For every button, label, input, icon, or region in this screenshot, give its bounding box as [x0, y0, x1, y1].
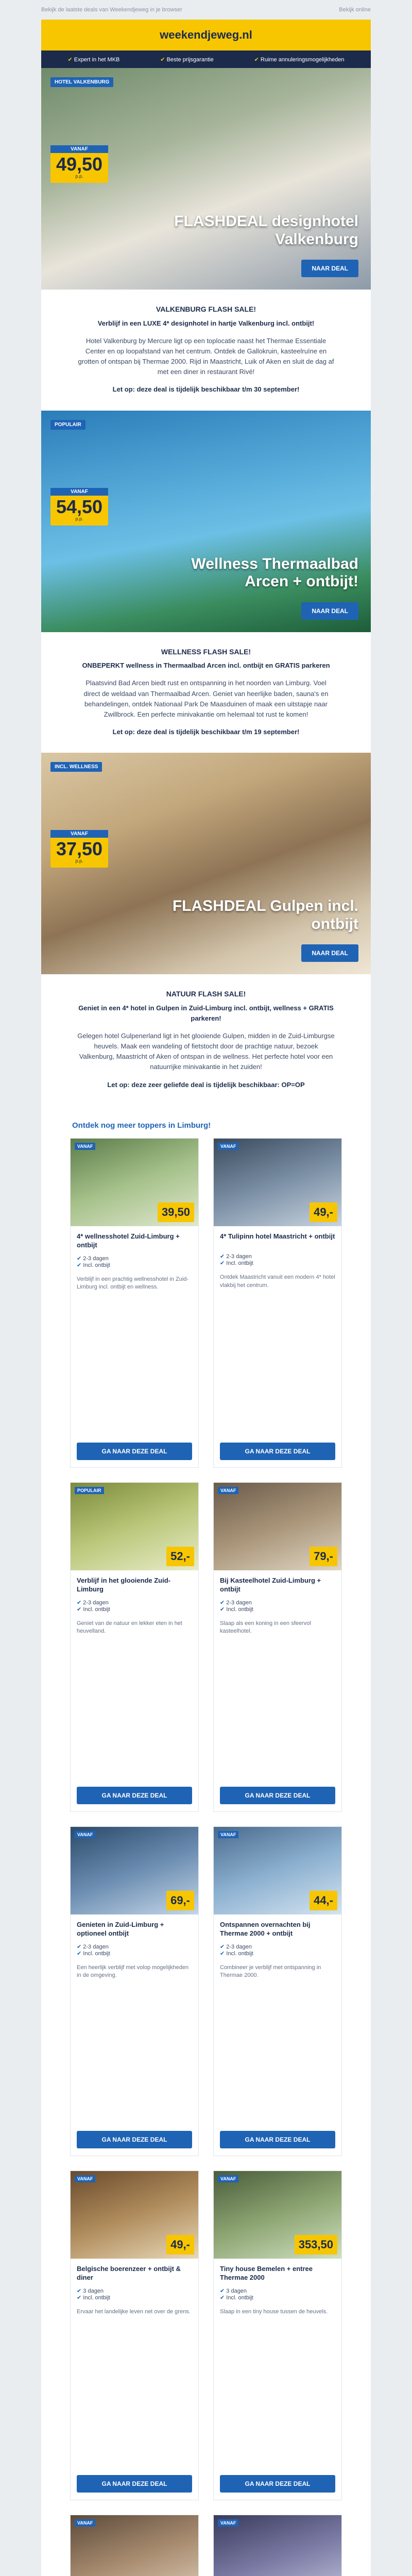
deal-card[interactable]	[70, 2515, 199, 2576]
preheader	[0, 0, 412, 20]
deal-tag: VANAF	[218, 1831, 238, 1838]
deal-meta	[71, 1941, 198, 1959]
hero-title: Wellness Thermaalbad Arcen + ontbijt!	[191, 555, 358, 590]
deal-title[interactable]: 4* Tulipinn hotel Maastricht + ontbijt	[220, 1232, 335, 1240]
deal-body: Gelegen hotel Gulpenerland ligt in het glooiende Gulpen, midden in de Zuid-Limburgse heuvels. Maak een wandeling of fietstocht door de prachtige natuur, bezoek Valkenburg, Maastricht of Aken of ontspan in de wellness. Het perfecte hotel voor een natuurrijke minivakantie in het zuiden!	[77, 1032, 335, 1071]
deal-description: Ontdek Maastricht vanuit een modern 4* hotel vlakbij het centrum.	[220, 1274, 335, 1289]
usp-item: ✔ Beste prijsgarantie	[160, 56, 213, 63]
hero-price	[50, 830, 108, 868]
deal-tag: VANAF	[75, 1143, 95, 1150]
deal-card[interactable]	[213, 1482, 342, 1812]
deal-meta	[214, 2285, 341, 2303]
deal-grid	[41, 1138, 371, 2576]
deal-card[interactable]	[213, 1138, 342, 1468]
hero-deal-arcen[interactable]	[41, 411, 371, 632]
deal-meta	[71, 1253, 198, 1270]
hero-deal-valkenburg[interactable]	[41, 68, 371, 290]
header-bar	[41, 20, 371, 50]
deal-nights: ✔ 2-3 dagen	[220, 1253, 335, 1260]
price-per: p.p.	[75, 516, 83, 521]
deal-board: ✔ Incl. ontbijt	[77, 1950, 192, 1957]
deal-card[interactable]	[213, 2171, 342, 2500]
deal-card[interactable]	[70, 1138, 199, 1468]
hero-deal-button[interactable]: NAAR DEAL	[301, 944, 358, 962]
usp-item: ✔ Ruime annuleringsmogelijkheden	[254, 56, 345, 63]
hero-description	[41, 632, 371, 753]
deal-cta: Let op: deze zeer geliefde deal is tijdelijk beschikbaar: OP=OP	[107, 1080, 305, 1089]
hero-description	[41, 974, 371, 1106]
hero-badge: POPULAIR	[50, 420, 85, 430]
deal-board: ✔ Incl. ontbijt	[220, 1606, 335, 1613]
deal-image	[71, 1139, 198, 1226]
preheader-text: Bekijk de laatste deals van Weekendjeweg in je browser	[41, 7, 182, 13]
deal-button[interactable]: GA NAAR DEZE DEAL	[77, 1787, 192, 1804]
deal-board: ✔ Incl. ontbijt	[220, 1260, 335, 1266]
deal-cta: Let op: deze deal is tijdelijk beschikbaar t/m 30 september!	[112, 385, 300, 394]
deal-meta	[71, 2285, 198, 2303]
deal-image	[71, 2171, 198, 2259]
price-per: p.p.	[75, 858, 83, 864]
deal-card[interactable]	[213, 1826, 342, 2156]
deal-tag: VANAF	[75, 2175, 95, 2182]
deal-image	[214, 1827, 341, 1914]
deal-button[interactable]: GA NAAR DEZE DEAL	[220, 1443, 335, 1460]
deal-image	[71, 1483, 198, 1570]
deal-description: Een heerlijk verblijf met volop mogelijkheden in de omgeving.	[77, 1964, 189, 1979]
hero-deal-gulpen[interactable]	[41, 753, 371, 974]
deal-price: 79,-	[310, 1547, 337, 1566]
deal-image	[214, 1483, 341, 1570]
deal-board: ✔ Incl. ontbijt	[77, 1262, 192, 1268]
deal-heading: VALKENBURG FLASH SALE!	[156, 305, 256, 313]
deal-button[interactable]: GA NAAR DEZE DEAL	[220, 2131, 335, 2148]
deal-description: Slaap in een tiny house tussen de heuvels.	[220, 2308, 328, 2315]
deal-board: ✔ Incl. ontbijt	[220, 2294, 335, 2301]
deal-description: Slaap als een koning in een sfeervol kasteelhotel.	[220, 1620, 311, 1635]
deal-nights: ✔ 3 dagen	[220, 2287, 335, 2294]
hero-badge: INCL. WELLNESS	[50, 762, 102, 772]
deal-price: 49,-	[166, 2235, 194, 2255]
hero-price	[50, 145, 108, 183]
deal-tag: VANAF	[75, 1831, 95, 1838]
deal-price: 49,-	[310, 1202, 337, 1222]
deal-lead: Verblijf in een LUXE 4* designhotel in hartje Valkenburg incl. ontbijt!	[97, 319, 315, 327]
price-amount: 54,50	[56, 496, 103, 517]
view-online-link[interactable]: Bekijk online	[339, 7, 371, 13]
deal-board: ✔ Incl. ontbijt	[77, 2294, 192, 2301]
deal-price: 44,-	[310, 1891, 337, 1910]
deal-price: 353,50	[295, 2235, 337, 2255]
deal-price: 52,-	[166, 1547, 194, 1566]
deal-title[interactable]: 4* wellnesshotel Zuid-Limburg + ontbijt	[77, 1232, 180, 1249]
hero-title: FLASHDEAL Gulpen incl. ontbijt	[172, 897, 358, 933]
deal-description: Geniet van de natuur en lekker eten in het heuvelland.	[77, 1620, 182, 1635]
deal-nights: ✔ 2-3 dagen	[77, 1255, 192, 1262]
deal-meta	[214, 1597, 341, 1615]
deal-tag: VANAF	[218, 2175, 238, 2182]
deal-lead: Geniet in een 4* hotel in Gulpen in Zuid-Limburg incl. ontbijt, wellness + GRATIS parkeren!	[78, 1004, 334, 1022]
price-amount: 49,50	[56, 154, 103, 175]
deal-body: Hotel Valkenburg by Mercure ligt op een toplocatie naast het Thermae Essentiale Center en op loopafstand van het centrum. Ontdek de Gallokruin, kasteelruïne en grotten of ontspan bij Thermae 2000. Rijd in Maastricht, Luik of Aken en sluit de dag af met een diner in restaurant Rivé!	[78, 336, 334, 376]
deal-card[interactable]	[213, 2515, 342, 2576]
deal-title[interactable]: Ontspannen overnachten bij Thermae 2000 + ontbijt	[220, 1920, 311, 1937]
section-title: Ontdek nog meer toppers in Limburg!	[72, 1121, 211, 1130]
deal-heading: NATUUR FLASH SALE!	[166, 990, 246, 998]
deal-description: Combineer je verblijf met ontspanning in Thermae 2000.	[220, 1964, 321, 1979]
deal-nights: ✔ 2-3 dagen	[77, 1599, 192, 1606]
deal-tag: POPULAIR	[75, 1487, 104, 1494]
deal-tag: VANAF	[218, 1487, 238, 1494]
deal-nights: ✔ 2-3 dagen	[220, 1943, 335, 1950]
deal-button[interactable]: GA NAAR DEZE DEAL	[220, 1787, 335, 1804]
hero-deal-button[interactable]: NAAR DEAL	[301, 602, 358, 620]
deal-button[interactable]: GA NAAR DEZE DEAL	[77, 2131, 192, 2148]
deal-card[interactable]	[70, 2171, 199, 2500]
deal-price: 39,50	[158, 1202, 194, 1222]
deal-nights: ✔ 3 dagen	[77, 2287, 192, 2294]
deal-meta	[214, 1941, 341, 1959]
deal-heading: WELLNESS FLASH SALE!	[161, 647, 251, 656]
deal-button[interactable]: GA NAAR DEZE DEAL	[77, 1443, 192, 1460]
deal-title[interactable]: Genieten in Zuid-Limburg + optioneel ontbijt	[77, 1920, 164, 1937]
deal-board: ✔ Incl. ontbijt	[220, 1950, 335, 1957]
usp-bar	[41, 50, 371, 68]
deal-image	[214, 2515, 341, 2576]
deal-description: Verblijf in een prachtig wellnesshotel in Zuid-Limburg incl. ontbijt en wellness.	[77, 1276, 189, 1291]
deal-tag: VANAF	[218, 1143, 238, 1150]
deal-title[interactable]: Verblijf in het glooiende Zuid-Limburg	[77, 1576, 170, 1593]
deal-lead: ONBEPERKT wellness in Thermaalbad Arcen incl. ontbijt en GRATIS parkeren	[82, 662, 330, 670]
deal-meta	[214, 1251, 341, 1268]
deal-meta	[71, 1597, 198, 1615]
deal-image	[71, 1827, 198, 1914]
hero-badge: HOTEL VALKENBURG	[50, 77, 113, 87]
deal-description: Ervaar het landelijke leven net over de grens.	[77, 2308, 191, 2315]
price-amount: 37,50	[56, 838, 103, 860]
deal-card[interactable]	[70, 1482, 199, 1812]
usp-item: ✔ Expert in het MKB	[67, 56, 119, 63]
logo[interactable]: weekendjeweg.nl	[160, 28, 252, 41]
price-label: VANAF	[50, 488, 108, 496]
deal-image	[214, 1139, 341, 1226]
deal-tag: VANAF	[75, 2519, 95, 2527]
hero-price	[50, 488, 108, 526]
deal-price: 69,-	[166, 1891, 194, 1910]
deal-nights: ✔ 2-3 dagen	[220, 1599, 335, 1606]
deal-cta: Let op: deze deal is tijdelijk beschikbaar t/m 19 september!	[112, 727, 300, 736]
deal-title[interactable]: Belgische boerenzeer + ontbijt & diner	[77, 2264, 181, 2281]
price-label: VANAF	[50, 830, 108, 838]
deal-board: ✔ Incl. ontbijt	[77, 1606, 192, 1613]
hero-title: FLASHDEAL designhotel Valkenburg	[174, 213, 358, 248]
price-label: VANAF	[50, 145, 108, 153]
deal-nights: ✔ 2-3 dagen	[77, 1943, 192, 1950]
deal-title[interactable]: Tiny house Bemelen + entree Thermae 2000	[220, 2264, 313, 2281]
hero-description	[41, 290, 371, 411]
deal-card[interactable]	[70, 1826, 199, 2156]
deal-button[interactable]: GA NAAR DEZE DEAL	[77, 2475, 192, 2493]
deal-tag: VANAF	[218, 2519, 238, 2527]
deal-body: Plaatsvind Bad Arcen biedt rust en ontspanning in het noorden van Limburg. Voel direct de weldaad van Thermaalbad Arcen. Geniet van heerlijke baden, sauna's en behandelingen, ontdek Nationaal Park De Maasduinen of maak een uitstapje naar Zwillbrock. Een perfecte minivakantie om helemaal tot rust te komen!	[83, 679, 329, 718]
price-per: p.p.	[75, 174, 83, 179]
deal-button[interactable]: GA NAAR DEZE DEAL	[220, 2475, 335, 2493]
deal-image	[214, 2171, 341, 2259]
deal-title[interactable]: Bij Kasteelhotel Zuid-Limburg + ontbijt	[220, 1576, 321, 1593]
hero-deal-button[interactable]: NAAR DEAL	[301, 260, 358, 277]
deal-image	[71, 2515, 198, 2576]
